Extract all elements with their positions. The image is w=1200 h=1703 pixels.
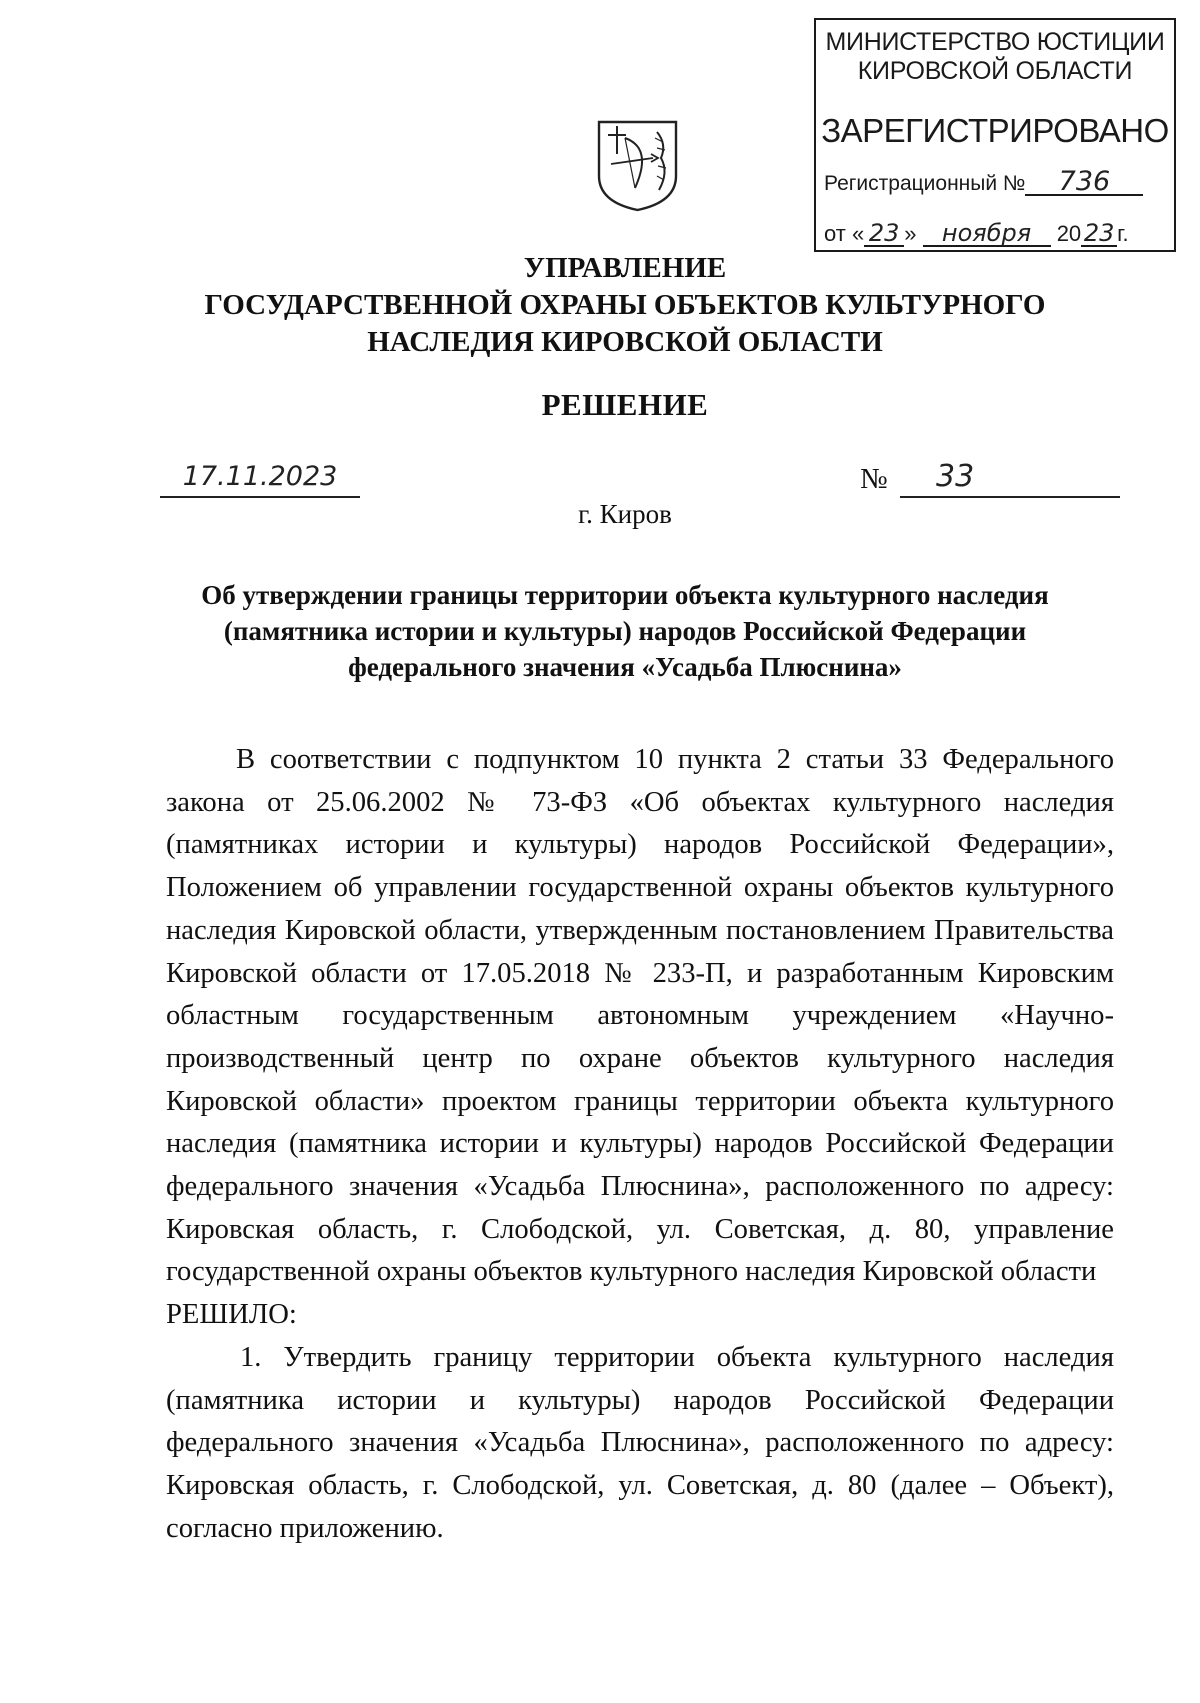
stamp-registration-row <box>824 166 1166 197</box>
coat-of-arms-icon <box>595 118 680 212</box>
stamp-ministry-line: МИНИСТЕРСТВО ЮСТИЦИИ <box>825 28 1165 56</box>
preamble-paragraph: В соответствии с подпунктом 10 пункта 2 статьи 33 Федерального закона от 25.06.2002 № 73-ФЗ «Об объектах культурного наследия (памятниках истории и культуры) народов Российской Федерации», Положением об управлении государственной охраны объектов культурного наследия Кировской области, утвержденным постановлением Правительства Кировской области от 17.05.2018 № 233-П, и разработанным Кировским областным государственным автономным учреждением «Научно-производственный центр по охране объектов культурного наследия Кировской области» проектом границы территории объекта культурного наследия (памятника истории и культуры) народов Российской Федерации федерального значения «Усадьба Плюснина», расположенного по адресу: Кировская область, г. Слободской, ул. Советская, д. 80, управление государственной охраны объектов культурного наследия Кировской области <box>166 744 1114 1288</box>
city: г. Киров <box>578 499 672 529</box>
issuing-authority <box>100 250 1150 361</box>
stamp-date-month: ноября <box>923 221 1051 247</box>
resolve-word: РЕШИЛО: <box>166 1299 297 1331</box>
authority-line-1: УПРАВЛЕНИЕ <box>523 252 727 284</box>
document-body <box>166 739 1114 1550</box>
document-type: РЕШЕНИЕ <box>541 387 709 422</box>
title-line-3: федерального значения «Усадьба Плюснина» <box>348 652 902 682</box>
document-title <box>170 577 1080 685</box>
stamp-year-unit: г. <box>1117 221 1129 246</box>
stamp-reg-label: Регистрационный № <box>824 172 1026 195</box>
title-line-1: Об утверждении границы территории объекта культурного наследия <box>201 580 1049 610</box>
authority-line-3: НАСЛЕДИЯ КИРОВСКОЙ ОБЛАСТИ <box>367 326 883 358</box>
stamp-date-day: 23 <box>864 221 904 247</box>
decision-item-1: 1. Утвердить границу территории объекта культурного наследия (памятника истории и культуры) народов Российской Федерации федерального значения «Усадьба Плюснина», расположенного по адресу: Кировская область, г. Слободской, ул. Советская, д. 80 (далее – Объект), согласно приложению. <box>166 1341 1114 1544</box>
title-line-2: (памятника истории и культуры) народов Российской Федерации <box>223 616 1027 646</box>
registration-stamp <box>814 18 1176 252</box>
stamp-year-prefix: 20 <box>1056 221 1082 246</box>
authority-line-2: ГОСУДАРСТВЕННОЙ ОХРАНЫ ОБЪЕКТОВ КУЛЬТУРНОГО <box>204 289 1046 321</box>
stamp-region-line: КИРОВСКОЙ ОБЛАСТИ <box>857 57 1133 85</box>
stamp-date-prefix: от « <box>824 221 865 246</box>
number-label: № <box>860 463 888 495</box>
decision-date: 17.11.2023 <box>160 458 360 498</box>
stamp-status: ЗАРЕГИСТРИРОВАНО <box>821 112 1169 149</box>
stamp-year-suffix: 23 <box>1081 221 1117 247</box>
decision-number: 33 <box>900 460 1120 498</box>
stamp-reg-number: 736 <box>1025 170 1143 196</box>
stamp-date-row <box>824 221 1166 247</box>
stamp-date-mid: » <box>904 221 917 246</box>
